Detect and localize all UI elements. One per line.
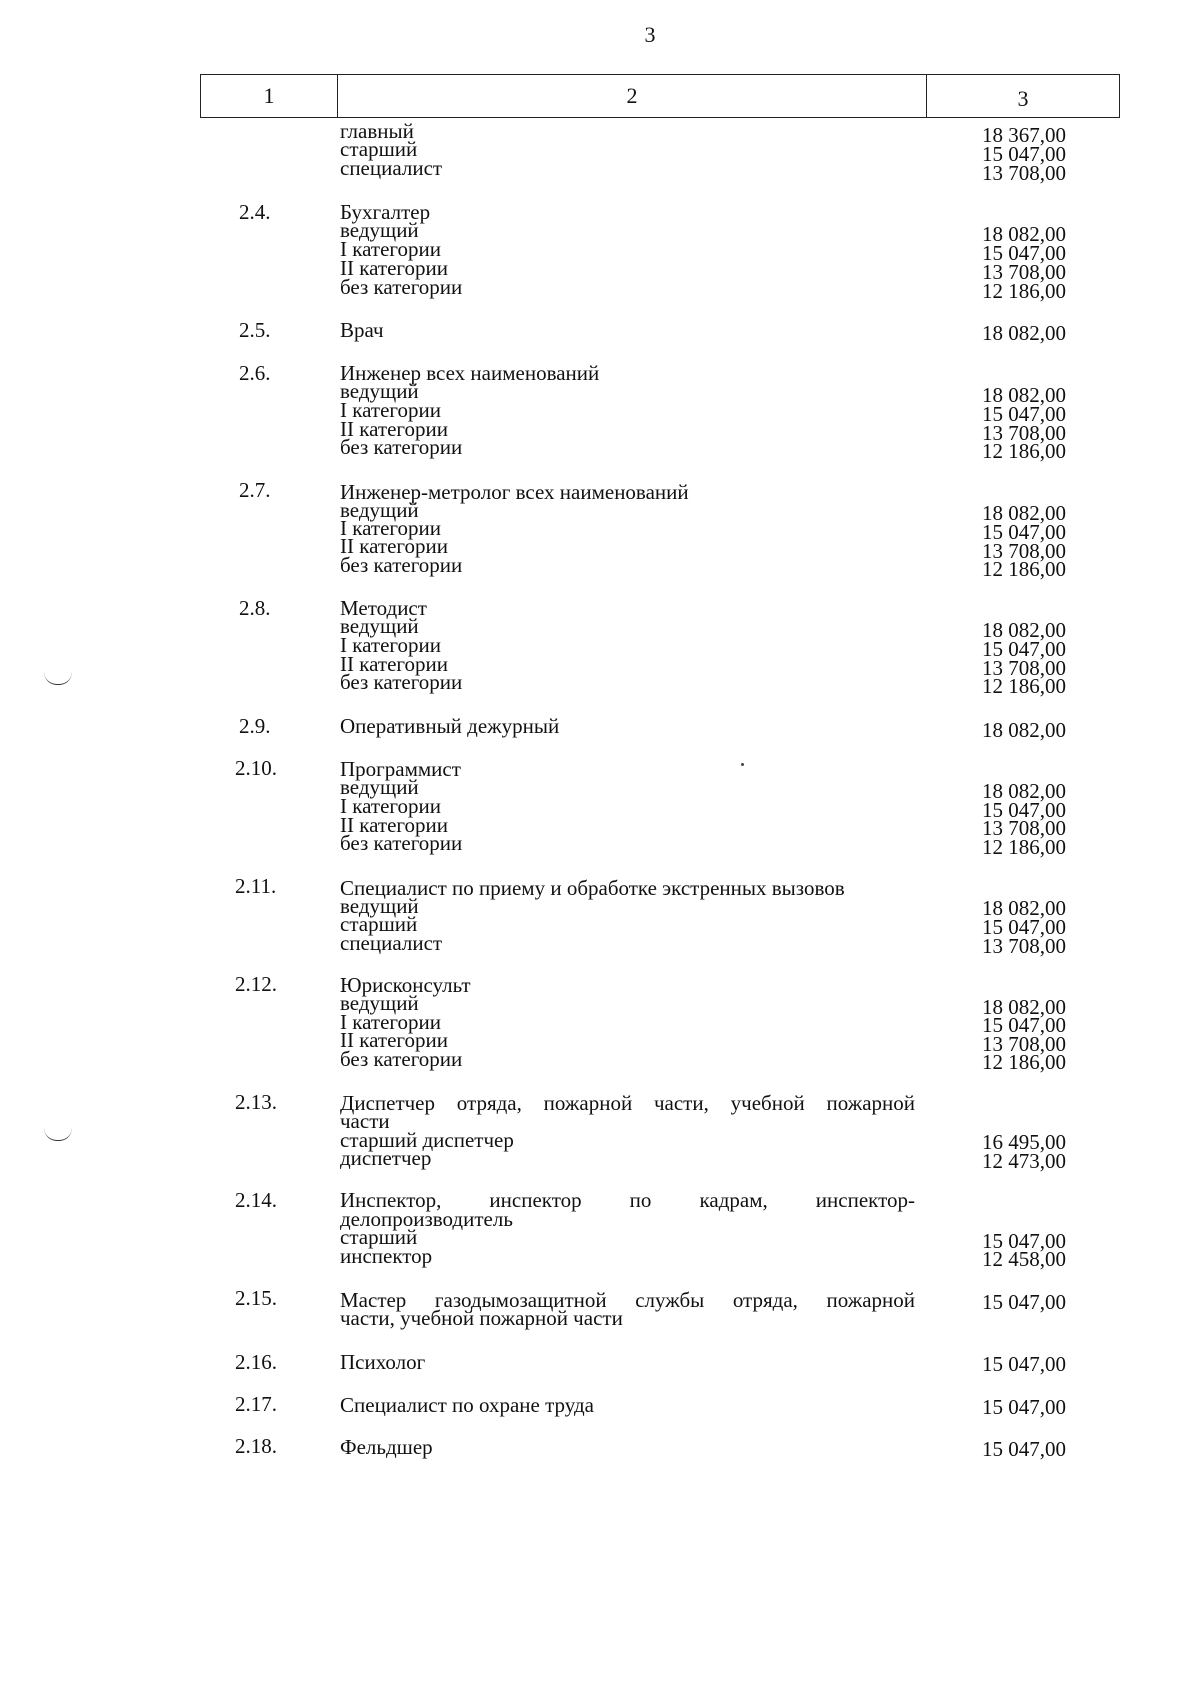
row-number: 2.7. <box>239 478 271 502</box>
row-name: I категории <box>340 516 441 540</box>
row-name: Специалист по охране труда <box>340 1393 594 1417</box>
row-value: 18 082,00 <box>982 383 1066 407</box>
row-name: старший <box>340 1225 418 1249</box>
row-value: 15 047,00 <box>982 1013 1066 1037</box>
row-value: 15 047,00 <box>982 1395 1066 1419</box>
row-name: I категории <box>340 633 441 657</box>
row-number: 2.14. <box>235 1188 277 1212</box>
row-number: 2.9. <box>239 714 271 738</box>
row-value: 18 367,00 <box>982 123 1066 147</box>
row-value: 12 186,00 <box>982 674 1066 698</box>
row-value: 15 047,00 <box>982 798 1066 822</box>
row-name: Врач <box>340 318 384 342</box>
row-value: 12 186,00 <box>982 279 1066 303</box>
row-name: Инженер-метролог всех наименований <box>340 480 689 504</box>
row-value: 15 047,00 <box>982 1290 1066 1314</box>
row-name: старший <box>340 912 418 936</box>
row-number: 2.10. <box>235 756 277 780</box>
row-value: 12 186,00 <box>982 835 1066 859</box>
row-name: ведущий <box>340 775 419 799</box>
row-value: 18 082,00 <box>982 896 1066 920</box>
row-value: 13 708,00 <box>982 656 1066 680</box>
row-value: 12 473,00 <box>982 1149 1066 1173</box>
row-number: 2.8. <box>239 596 271 620</box>
row-value: 12 186,00 <box>982 1050 1066 1074</box>
row-value: 13 708,00 <box>982 260 1066 284</box>
row-name: Фельдшер <box>340 1435 433 1459</box>
row-value: 13 708,00 <box>982 816 1066 840</box>
row-value: 18 082,00 <box>982 501 1066 525</box>
row-number: 2.4. <box>239 200 271 224</box>
row-name: II категории <box>340 417 448 441</box>
row-name: ведущий <box>340 498 419 522</box>
row-value: 15 047,00 <box>982 520 1066 544</box>
row-value: 15 047,00 <box>982 1229 1066 1253</box>
row-name: I категории <box>340 237 441 261</box>
row-number: 2.17. <box>235 1392 277 1416</box>
row-name: Оперативный дежурный <box>340 714 560 738</box>
row-name: ведущий <box>340 894 419 918</box>
row-name: II категории <box>340 1028 448 1052</box>
row-value: 13 708,00 <box>982 161 1066 185</box>
row-name: без категории <box>340 435 463 459</box>
row-name: ведущий <box>340 614 419 638</box>
row-value: 18 082,00 <box>982 718 1066 742</box>
row-name: Инспектор, инспектор по кадрам, инспектор- <box>340 1188 915 1212</box>
row-name: Мастер газодымозащитной службы отряда, пожарной <box>340 1288 915 1312</box>
row-value: 18 082,00 <box>982 995 1066 1019</box>
row-name: диспетчер <box>340 1146 432 1170</box>
row-name: Диспетчер отряда, пожарной части, учебной пожарной <box>340 1091 915 1115</box>
row-number: 2.12. <box>235 972 277 996</box>
row-name: без категории <box>340 670 463 694</box>
row-value: 15 047,00 <box>982 402 1066 426</box>
row-value: 15 047,00 <box>982 915 1066 939</box>
row-name: инспектор <box>340 1244 433 1268</box>
row-value: 18 082,00 <box>982 321 1066 345</box>
row-number: 2.6. <box>239 361 271 385</box>
row-name: II категории <box>340 256 448 280</box>
row-name: Программист <box>340 757 461 781</box>
row-name: ведущий <box>340 218 419 242</box>
row-name: части <box>340 1109 390 1133</box>
header-col-3: 3 <box>1017 86 1029 111</box>
row-value: 15 047,00 <box>982 1352 1066 1376</box>
row-value: 12 458,00 <box>982 1247 1066 1271</box>
header-col-2: 2 <box>338 75 927 117</box>
row-name: II категории <box>340 652 448 676</box>
row-name: II категории <box>340 813 448 837</box>
row-number: 2.18. <box>235 1434 277 1458</box>
row-value: 15 047,00 <box>982 1437 1066 1461</box>
row-value: 15 047,00 <box>982 241 1066 265</box>
row-value: 12 186,00 <box>982 439 1066 463</box>
header-col-1: 1 <box>201 75 338 117</box>
row-number: 2.16. <box>235 1350 277 1374</box>
row-value: 13 708,00 <box>982 934 1066 958</box>
row-name: делопроизводитель <box>340 1207 513 1231</box>
row-number: 2.5. <box>239 318 271 342</box>
row-value: 13 708,00 <box>982 1032 1066 1056</box>
row-name: II категории <box>340 534 448 558</box>
row-name: без категории <box>340 275 463 299</box>
row-name: I категории <box>340 398 441 422</box>
row-name: без категории <box>340 553 463 577</box>
row-name: Психолог <box>340 1350 426 1374</box>
row-name: Бухгалтер <box>340 200 431 224</box>
row-value: 13 708,00 <box>982 539 1066 563</box>
row-value: 18 082,00 <box>982 222 1066 246</box>
row-name: специалист <box>340 931 443 955</box>
scan-speck <box>741 763 744 766</box>
row-number: 2.15. <box>235 1286 277 1310</box>
row-name: Методист <box>340 596 427 620</box>
row-name: I категории <box>340 1010 441 1034</box>
row-name: части, учебной пожарной части <box>340 1306 623 1330</box>
row-value: 16 495,00 <box>982 1130 1066 1154</box>
row-name: старший диспетчер <box>340 1128 514 1152</box>
row-number: 2.13. <box>235 1090 277 1114</box>
row-value: 15 047,00 <box>982 142 1066 166</box>
row-name: главный <box>340 119 414 143</box>
row-name: Инженер всех наименований <box>340 361 600 385</box>
row-name: ведущий <box>340 379 419 403</box>
row-name: без категории <box>340 1047 463 1071</box>
row-value: 12 186,00 <box>982 557 1066 581</box>
row-number: 2.11. <box>235 874 277 898</box>
row-name: старший <box>340 137 418 161</box>
row-value: 18 082,00 <box>982 618 1066 642</box>
row-name: специалист <box>340 156 443 180</box>
row-name: без категории <box>340 831 463 855</box>
row-value: 15 047,00 <box>982 637 1066 661</box>
row-value: 13 708,00 <box>982 421 1066 445</box>
row-value: 18 082,00 <box>982 779 1066 803</box>
row-name: Юрисконсульт <box>340 973 471 997</box>
row-name: I категории <box>340 794 441 818</box>
row-name: ведущий <box>340 991 419 1015</box>
row-name: Специалист по приему и обработке экстренных вызовов <box>340 876 845 900</box>
page-number: 3 <box>644 22 656 47</box>
